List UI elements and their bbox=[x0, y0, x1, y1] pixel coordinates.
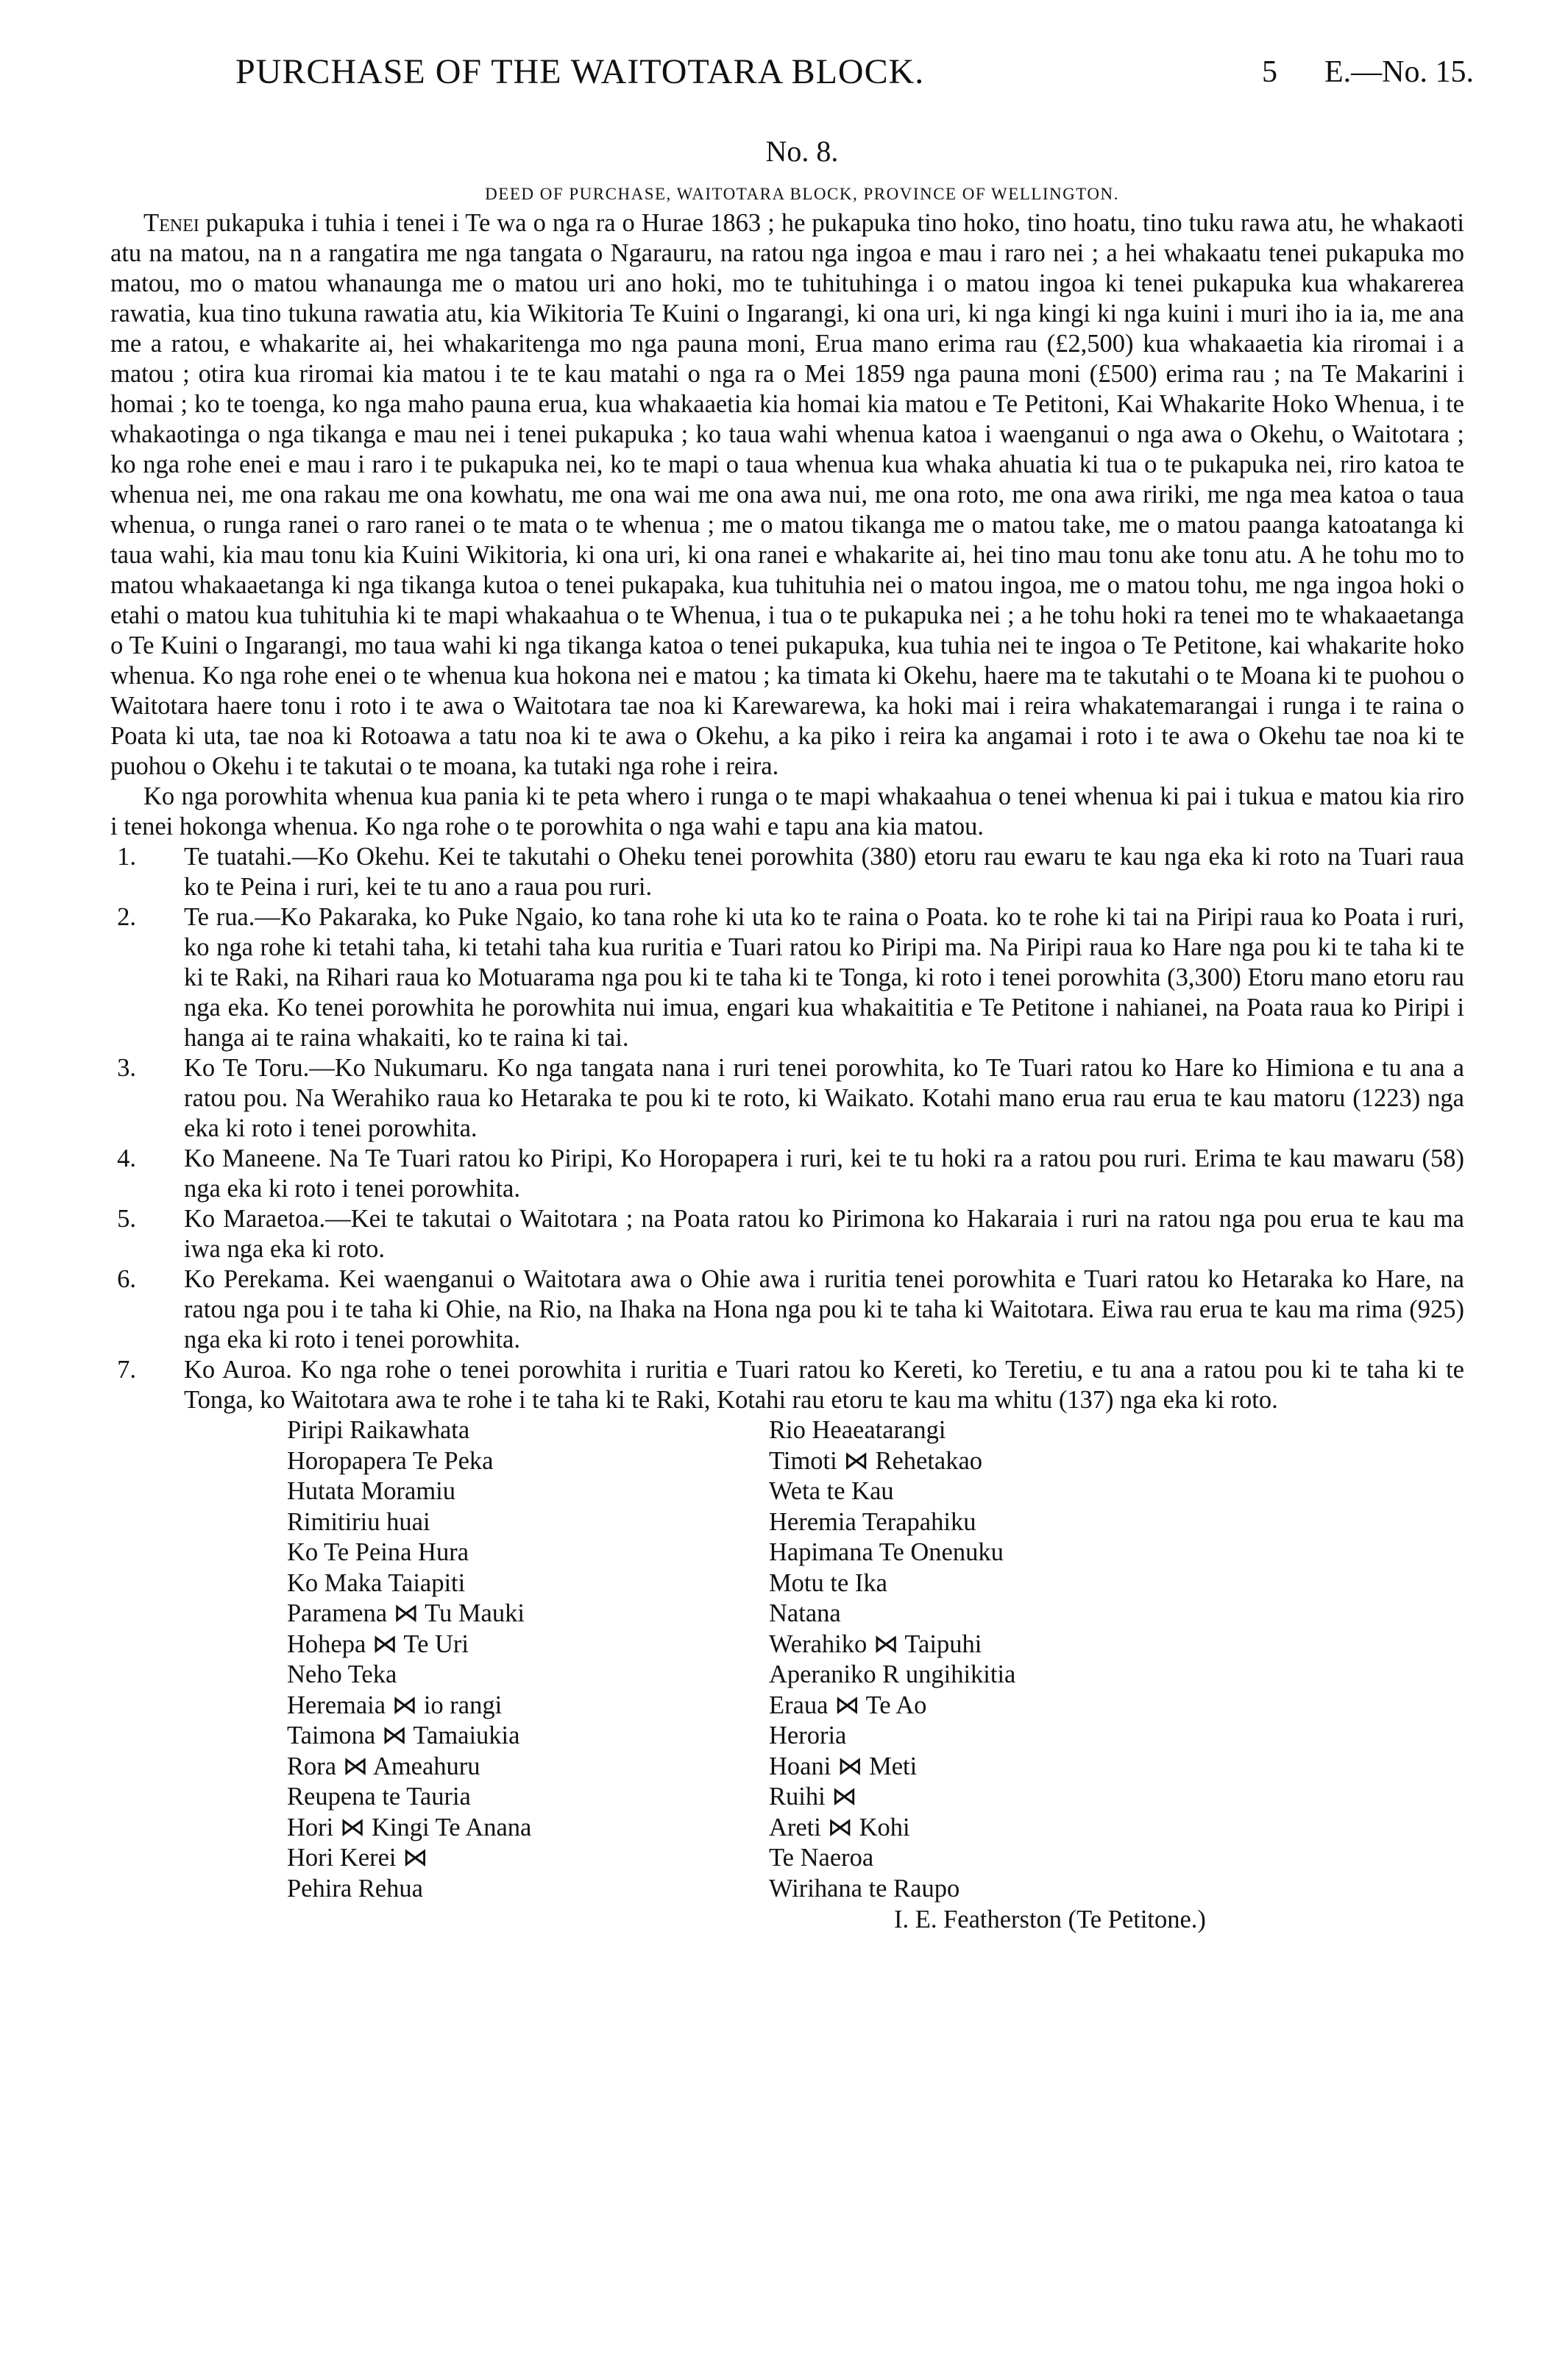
signatory-name: Hori ⋈ Kingi Te Anana bbox=[287, 1813, 532, 1841]
signatory-name: Natana bbox=[769, 1599, 841, 1627]
list-item-number: 3. bbox=[117, 1054, 136, 1082]
list-item bbox=[110, 842, 1464, 902]
list-item bbox=[110, 1144, 1464, 1204]
signatory-name: Piripi Raikawhata bbox=[287, 1416, 470, 1444]
commissioner-signature: I. E. Featherston (Te Petitone.) bbox=[894, 1905, 1206, 1933]
list-item-text: Ko Maraetoa.—Kei te takutai o Waitotara ; na Poata ratou ko Pirimona ko Hakaraia i ruri na ratou nga pou erua te kau ma iwa nga eka ki roto. bbox=[184, 1205, 1464, 1263]
signatory-name: Heremaia ⋈ io rangi bbox=[287, 1691, 503, 1719]
signatory-name: Rio Heaeatarangi bbox=[769, 1416, 946, 1444]
signatory-name: Neho Teka bbox=[287, 1660, 397, 1688]
list-item-text: Ko Perekama. Kei waenganui o Waitotara awa o Ohie awa i ruritia tenei porowhita e Tuari ratou ko Hetaraka ko Hare, na ratou nga pou i te taha ki Ohie, na Rio, na Ihaka na Hona nga pou ki te taha ki Waitotara. Eiwa rau erua te kau ma rima (925) nga eka ki roto i tenei porowhita. bbox=[184, 1265, 1464, 1353]
signatory-name: Motu te Ika bbox=[769, 1568, 887, 1597]
list-item bbox=[110, 902, 1464, 1053]
document-reference: E.—No. 15. bbox=[1324, 55, 1474, 89]
list-item-number: 2. bbox=[117, 903, 136, 931]
paragraph-lead-word: Tenei bbox=[143, 209, 199, 237]
signatory-name: Hohepa ⋈ Te Uri bbox=[287, 1629, 469, 1658]
signatory-name: Heremia Terapahiku bbox=[769, 1507, 976, 1536]
signatory-column-left bbox=[287, 1415, 531, 1904]
signatory-name: Hapimana Te Onenuku bbox=[769, 1538, 1004, 1566]
signatory-name: Ruihi ⋈ bbox=[769, 1783, 857, 1811]
list-item-number: 1. bbox=[117, 843, 136, 871]
signatory-name: Weta te Kau bbox=[769, 1477, 894, 1505]
page-header bbox=[110, 52, 1474, 103]
signatory-name: Rimitiriu huai bbox=[287, 1507, 430, 1536]
list-item-number: 4. bbox=[117, 1144, 136, 1172]
signatory-name: Eraua ⋈ Te Ao bbox=[769, 1691, 927, 1719]
list-item bbox=[110, 1264, 1464, 1355]
signatory-name: Werahiko ⋈ Taipuhi bbox=[769, 1629, 982, 1658]
list-item bbox=[110, 1204, 1464, 1264]
signatory-names bbox=[110, 1415, 1464, 1904]
paragraph-1 bbox=[110, 208, 1464, 782]
signatory-name: Hori Kerei ⋈ bbox=[287, 1844, 428, 1872]
document-page bbox=[110, 52, 1474, 1933]
signatory-name: Paramena ⋈ Tu Mauki bbox=[287, 1599, 525, 1627]
signatory-name: Timoti ⋈ Rehetakao bbox=[769, 1446, 983, 1475]
list-item bbox=[110, 1355, 1464, 1415]
list-item-number: 7. bbox=[117, 1356, 136, 1384]
signatory-name: Taimona ⋈ Tamaiukia bbox=[287, 1721, 520, 1749]
list-item-text: Te rua.—Ko Pakaraka, ko Puke Ngaio, ko tana rohe ki uta ko te raina o Poata. ko te rohe ki tai na Piripi raua ko Poata i ruri, ko nga rohe ki tetahi taha, ki tetahi taha kua ruritia e Tuari ratou ko Piripi ma. Na Piripi raua ko Hare nga pou ki te taha ki te ki te Raki, na Rihari raua ko Motuarama nga pou ki te taha ki te Tonga, ki roto i tenei porowhita (3,300) Etoru mano etoru rau nga eka. Ko tenei porowhita he porowhita nui imua, engari kua whakaititia e Te Petitone i nahianei, na Poata raua ko Piripi i hanga ai te raina whakaiti, ko te raina ki tai. bbox=[184, 903, 1464, 1052]
signatory-name: Ko Te Peina Hura bbox=[287, 1538, 469, 1566]
signatory-name: Hutata Moramiu bbox=[287, 1477, 455, 1505]
signatory-name: Hoani ⋈ Meti bbox=[769, 1752, 918, 1780]
signatory-name: Reupena te Tauria bbox=[287, 1783, 471, 1811]
list-item-text: Ko Maneene. Na Te Tuari ratou ko Piripi, Ko Horopapera i ruri, kei te tu hoki ra a ratou pou ruri. Erima te kau mawaru (58) nga eka ki roto i tenei porowhita. bbox=[184, 1144, 1464, 1203]
signatory-name: Wirihana te Raupo bbox=[769, 1874, 960, 1903]
page-number: 5 bbox=[1262, 55, 1277, 89]
list-item-text: Ko Auroa. Ko nga rohe o tenei porowhita i ruritia e Tuari ratou ko Kereti, ko Teretiu, e tu ana a ratou pou ki te taha ki te Tonga, ko Waitotara awa te rohe i te taha ki te Raki, Kotahi rau etoru te kau ma whitu (137) nga eka ki roto. bbox=[184, 1356, 1464, 1414]
signatory-column-right bbox=[769, 1415, 1015, 1904]
paragraph-1-text: pukapuka i tuhia i tenei i Te wa o nga ra o Hurae 1863 ; he pukapuka tino hoko, tino hoatu, tino tuku rawa atu, he whakaoti atu na matou, na n a rangatira me nga tangata o Ngarauru, na ratou nga ingoa e mau i raro nei ; a hei whakaatu tenei pukapuka mo matou, mo o matou whanaunga me o matou uri ano hoki, mo te tuhituhinga i o matou ingoa ki tenei pukapuka kua whakarerea rawatia, kua tino tukuna rawatia atu, kia Wikitoria Te Kuini o Ingarangi, ki ona uri, ki nga kingi ki nga kuini i muri iho ia ia, me ana me a ratou, e whakarite ai, hei whakaritenga mo nga pauna moni, Erua mano erima rau (£2,500) kua whakaaetia kia riromai i a matou ; otira kua riromai kia matou i te te kau matahi o nga ra o Mei 1859 nga pauna moni (£500) erima rau ; na Te Makarini i homai ; ko te toenga, ko nga maho pauna erua, kua whakaaetia kia homai kia matou e Te Petitoni, Kai Whakarite Hoko Whenua, i te whakaotinga o nga tikanga e mau nei i tenei pukapuka ; ko taua wahi whenua katoa i waenganui o nga awa o Okehu, o Waitotara ; ko nga rohe enei e mau i raro i te pukapuka nei, ko te mapi o taua whenua kua whaka ahuatia ki tua o te pukapuka nei, riro katoa te whenua nei, me ona rakau me ona kowhatu, me ona wai me ona awa nui, me ona roto, me ona awa ririki, me nga mea katoa o taua whenua, o runga ranei o raro ranei o te mata o te whenua ; me o matou tikanga me o matou take, me o matou paanga katoatanga ki taua wahi, kia mau tonu kia Kuini Wikitoria, ki ona uri, ki ona ranei e whakarite ai, hei tino mau tonu ake tonu atu. A he tohu mo to matou whakaaetanga ki nga tikanga kutoa o tenei pukapaka, kua tuhituhia nei o matou ingoa, me o matou tohu, me nga ingoa hoki o etahi o matou kua tuhituhia ki te mapi whakaahua o te Whenua, i tua o te pukapuka nei ; a he tohu hoki ra tenei mo te whakaaetanga o Te Kuini o Ingarangi, mo taua wahi ki nga tikanga katoa o tenei pukapuka, kua tuhia nei te ingoa o Te Petitone, kai whakarite hoko whenua. Ko nga rohe enei o te whenua kua hokona nei e matou ; ka timata ki Okehu, haere ma te takutahi o te Moana ki te puohou o Waitotara haere tonu i roto i te awa o Waitotara tae noa ki Karewarewa, ka hoki mai i reira whakatemarangai i runga i te raina o Poata ki uta, tae noa ki Rotoawa a tatu noa ki te awa o Okehu, a ka piko i reira ka angamai i roto i te awa o Okehu tae noa ki te puohou o Okehu i te takutai o te moana, ka tutaki nga rohe i reira. bbox=[110, 209, 1465, 780]
signatory-name: Heroria bbox=[769, 1721, 847, 1749]
list-item-number: 5. bbox=[117, 1205, 136, 1233]
signatory-name: Ko Maka Taiapiti bbox=[287, 1568, 466, 1597]
list-item-text: Te tuatahi.—Ko Okehu. Kei te takutahi o Oheku tenei porowhita (380) etoru rau ewaru te kau nga eka ki roto na Tuari raua ko te Peina i ruri, kei te tu ano a raua pou ruri. bbox=[184, 843, 1464, 901]
signatory-name: Rora ⋈ Ameahuru bbox=[287, 1752, 480, 1780]
paragraph-2: Ko nga porowhita whenua kua pania ki te peta whero i runga o te mapi whakaahua o tenei whenua ki pai i tukua e matou kia riro i tenei hokonga whenua. Ko nga rohe o te porowhita o nga wahi e tapu ana kia matou. bbox=[110, 782, 1464, 841]
document-subtitle: DEED OF PURCHASE, WAITOTARA BLOCK, PROVINCE OF WELLINGTON. bbox=[485, 185, 1119, 203]
running-title: PURCHASE OF THE WAITOTARA BLOCK. bbox=[235, 52, 925, 91]
list-item-text: Ko Te Toru.—Ko Nukumaru. Ko nga tangata nana i ruri tenei porowhita, ko Te Tuari ratou ko Hare ko Himiona e tu ana a ratou pou. Na Werahiko raua ko Hetaraka te pou ki te roto, ki Waikato. Kotahi mano erua rau erua te kau matoru (1223) nga eka ki roto i tenei porowhita. bbox=[184, 1054, 1464, 1142]
signatory-name: Horopapera Te Peka bbox=[287, 1446, 494, 1475]
document-number: No. 8. bbox=[765, 135, 839, 168]
list-item-number: 6. bbox=[117, 1265, 136, 1293]
reserve-list bbox=[110, 842, 1464, 1415]
signatory-name: Areti ⋈ Kohi bbox=[769, 1813, 910, 1841]
deed-body bbox=[110, 208, 1464, 1415]
signatory-name: Aperaniko R ungihikitia bbox=[769, 1660, 1016, 1688]
signatory-name: Te Naeroa bbox=[769, 1844, 874, 1872]
list-item bbox=[110, 1053, 1464, 1144]
signatory-name: Pehira Rehua bbox=[287, 1874, 423, 1903]
